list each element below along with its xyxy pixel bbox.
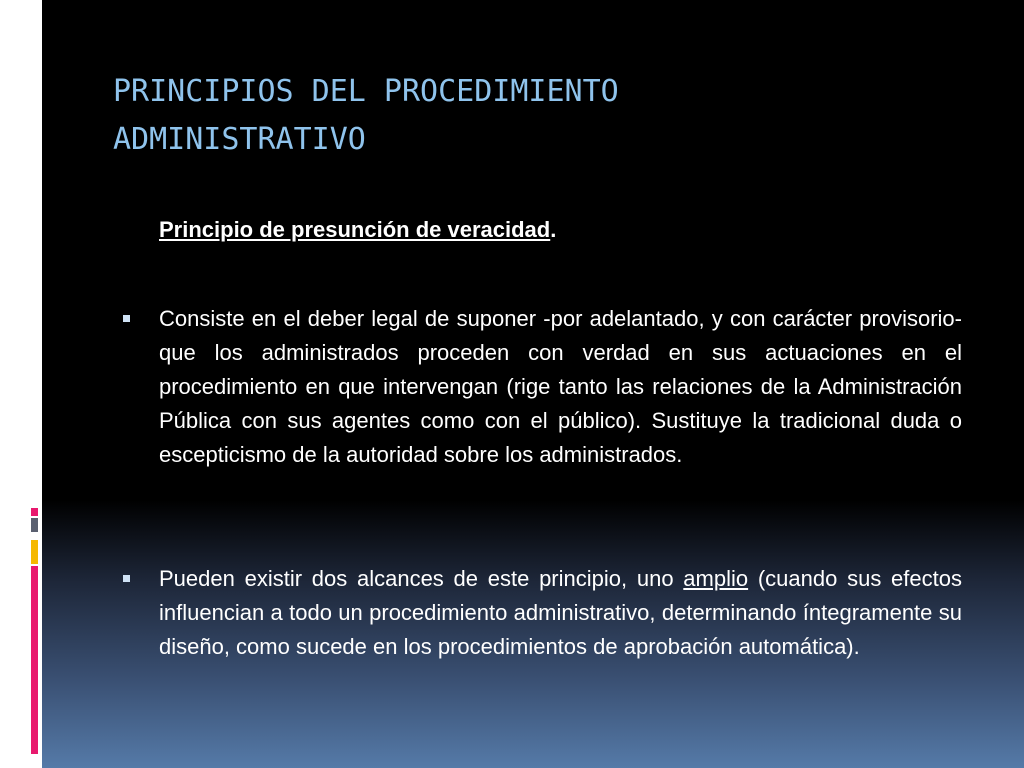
bullet-text-after: (cuando sus efectos influencian a todo un procedimiento administrativo, determinando íntegramente su diseño, como sucede en los procedimientos de aprobación automática). xyxy=(159,566,962,659)
slide-title-line-2: ADMINISTRATIVO xyxy=(113,122,366,157)
bullet-square-icon xyxy=(123,315,130,322)
bullet-text-before: Pueden existir dos alcances de este principio, uno xyxy=(159,566,684,591)
slide-title xyxy=(113,68,973,164)
subheading xyxy=(159,215,959,245)
bullet-item-1 xyxy=(159,302,962,472)
bullet-item-2 xyxy=(159,562,962,664)
subheading-period: . xyxy=(550,217,557,242)
bullet-square-icon xyxy=(123,575,130,582)
slide-title-line-1: PRINCIPIOS DEL PROCEDIMIENTO xyxy=(113,74,619,109)
accent-bar-yellow xyxy=(31,540,38,564)
accent-bar-gray xyxy=(31,518,38,532)
accent-bar-pink-top xyxy=(31,508,38,516)
accent-bar-pink xyxy=(31,566,38,754)
subheading-text: Principio de presunción de veracidad xyxy=(159,217,551,242)
bullet-underlined-term: amplio xyxy=(683,566,749,591)
bullet-text: Consiste en el deber legal de suponer -por adelantado, y con carácter provisorio- que los administrados proceden con verdad en sus actuaciones en el procedimiento en que intervengan (rige tanto las relaciones de la Administración Pública con sus agentes como con el público). Sustituye la tradicional duda o escepticismo de la autoridad sobre los administrados. xyxy=(159,306,962,467)
